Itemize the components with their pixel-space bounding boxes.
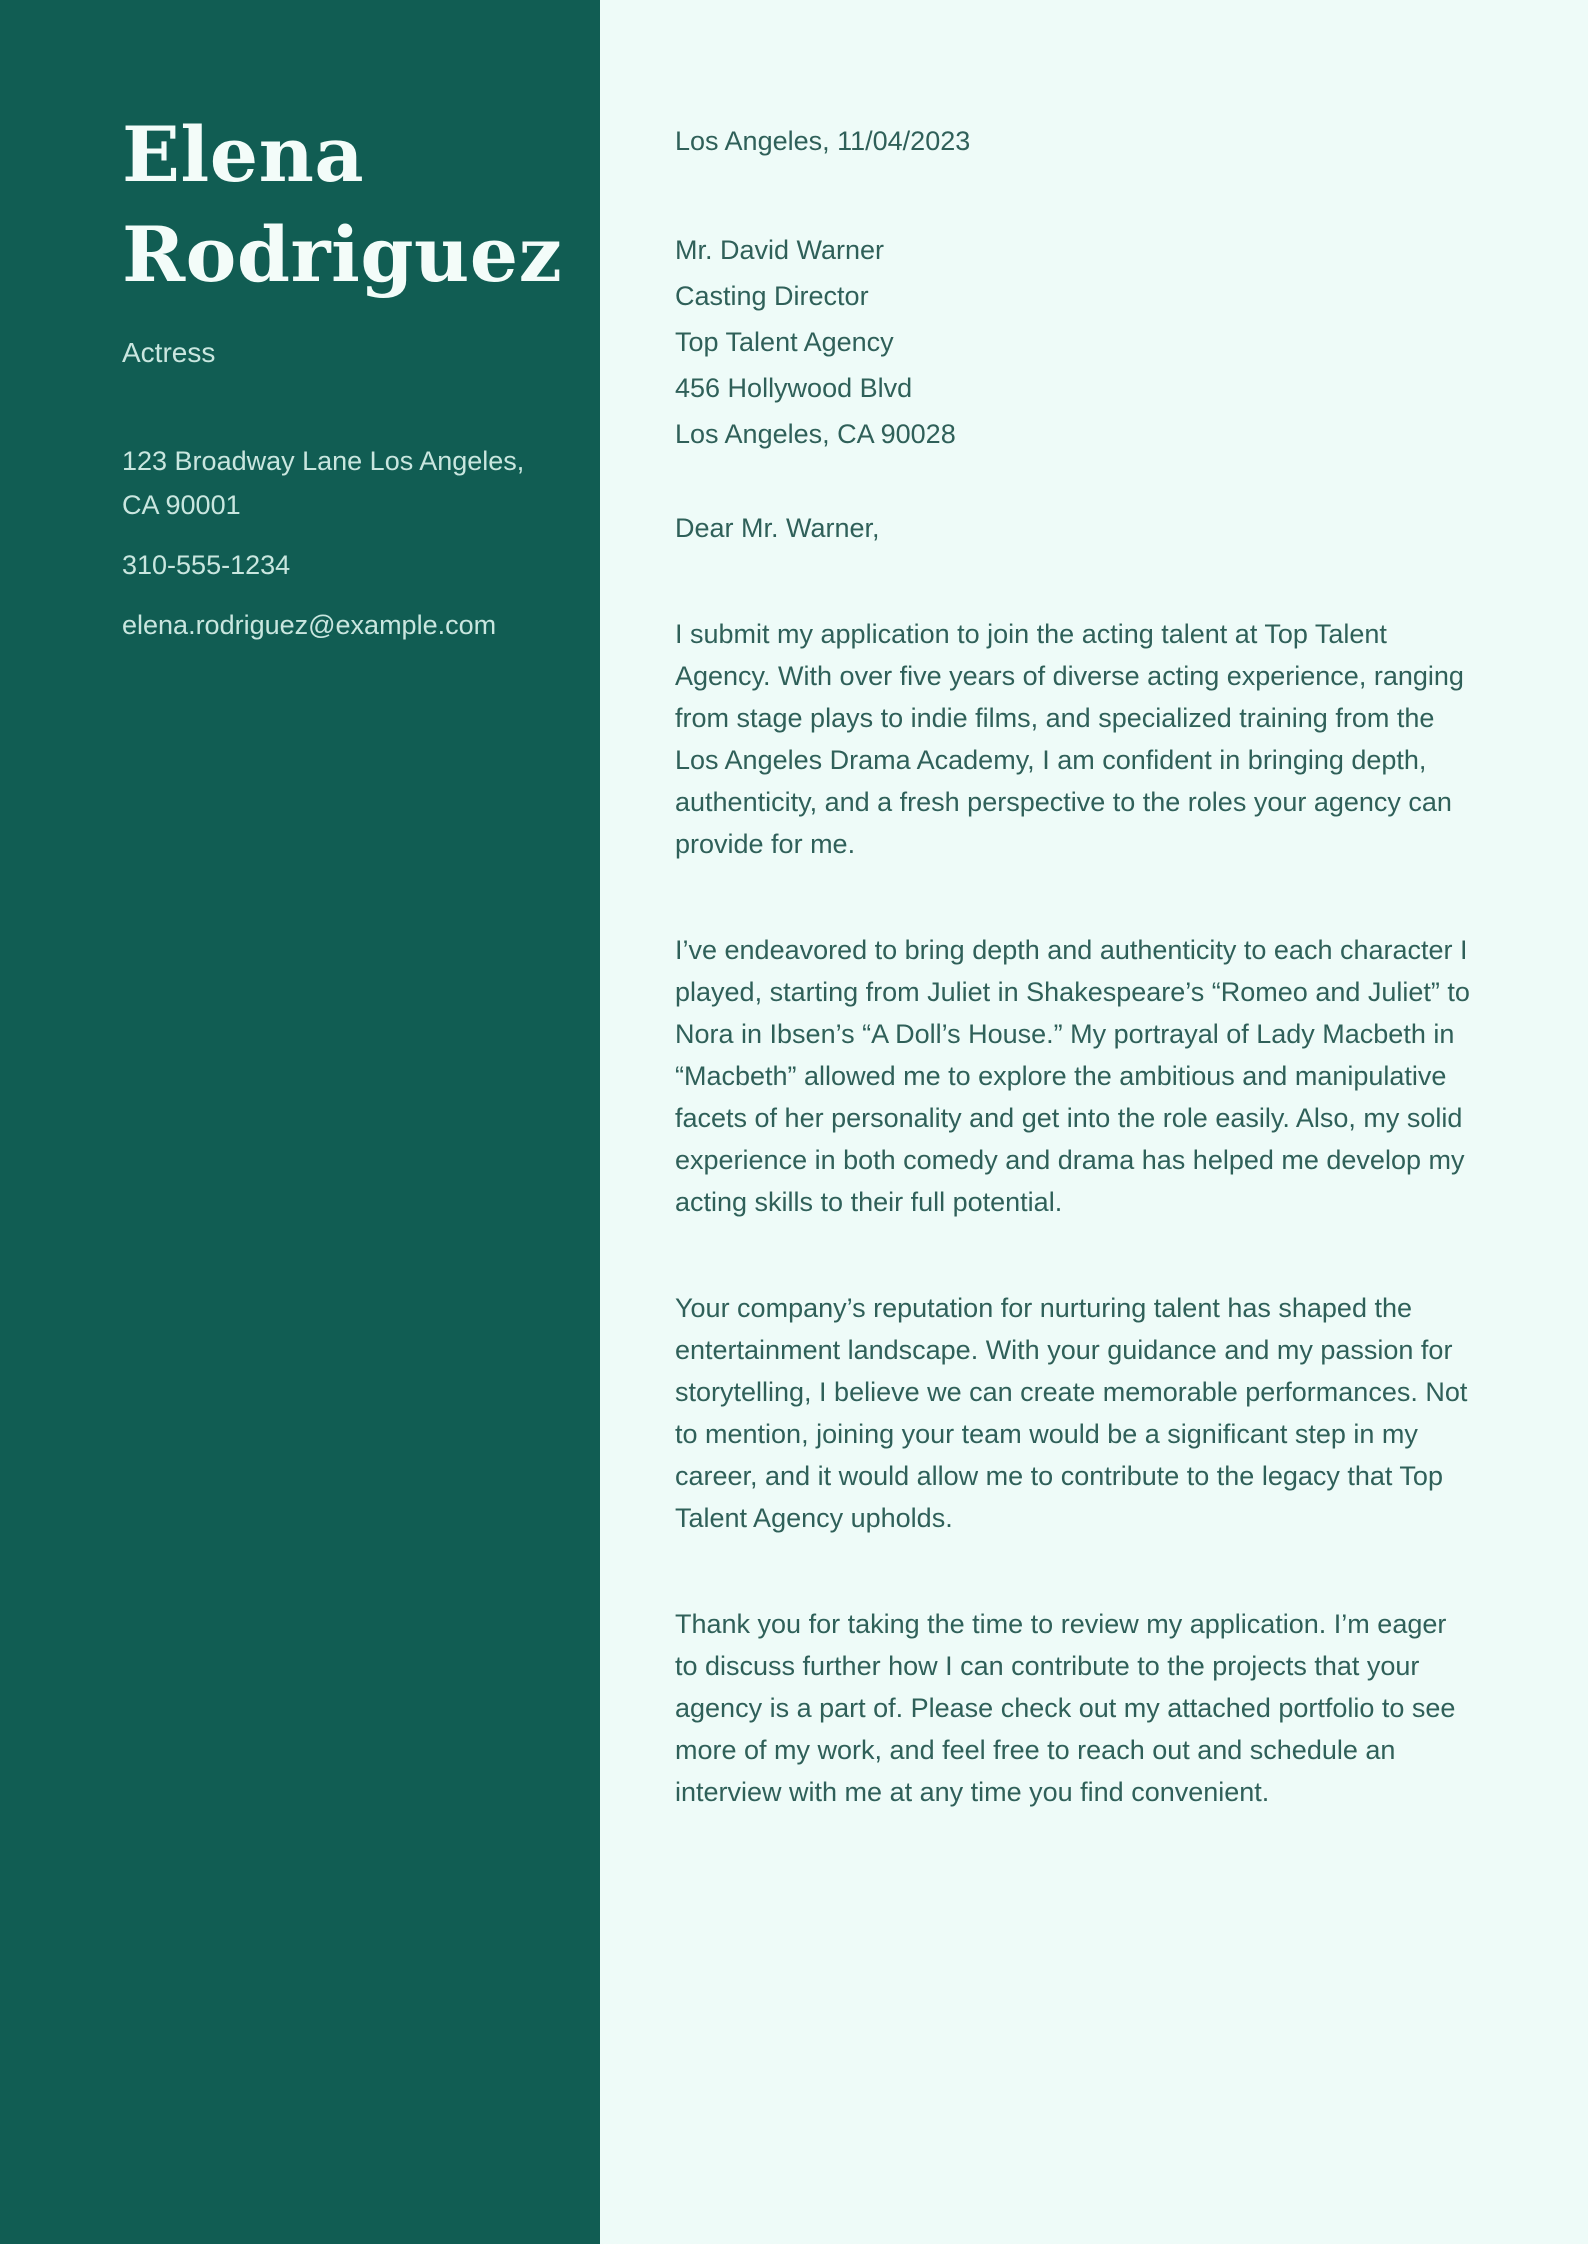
paragraph-1: I submit my application to join the acting talent at Top Talent Agency. With over five years of diverse acting experience, ranging from stage plays to indie films, and specialized training from the Los Angeles Drama Academy, I am confident in bringing depth, authenticity, and a fresh perspective to the roles your agency can provide for me. xyxy=(675,619,1464,859)
recipient-block xyxy=(675,227,1480,457)
address-line-1: 123 Broadway Lane Los Angeles, xyxy=(122,446,525,476)
recipient-company: Top Talent Agency xyxy=(675,327,894,357)
person-name-last: Rodriguez xyxy=(122,210,563,299)
recipient-name: Mr. David Warner xyxy=(675,235,885,265)
letter-body xyxy=(600,0,1480,2244)
recipient-street: 456 Hollywood Blvd xyxy=(675,373,913,403)
person-name xyxy=(122,105,563,305)
recipient-city: Los Angeles, CA 90028 xyxy=(675,419,956,449)
contact-info xyxy=(122,439,540,647)
person-title: Actress xyxy=(122,337,216,368)
phone-number: 310-555-1234 xyxy=(122,550,291,580)
person-name-first: Elena xyxy=(122,110,365,199)
paragraph-3: Your company’s reputation for nurturing talent has shaped the entertainment landscape. With your guidance and my passion for storytelling, I believe we can create memorable performances. Not to mention, joining your team would be a significant step in my career, and it would allow me to contribute to the legacy that Top Talent Agency upholds. xyxy=(675,1293,1468,1533)
salutation: Dear Mr. Warner, xyxy=(675,513,880,543)
paragraph-2: I’ve endeavored to bring depth and authenticity to each character I played, starting from Juliet in Shakespeare’s “Romeo and Juliet” to Nora in Ibsen’s “A Doll’s House.” My portrayal of Lady Macbeth in “Macbeth” allowed me to explore the ambitious and manipulative facets of her personality and get into the role easily. Also, my solid experience in both comedy and drama has helped me develop my acting skills to their full potential. xyxy=(675,935,1470,1217)
address-line-2: CA 90001 xyxy=(122,490,241,520)
letter-date: Los Angeles, 11/04/2023 xyxy=(675,126,971,156)
address xyxy=(122,439,540,527)
paragraph-4: Thank you for taking the time to review my application. I’m eager to discuss further how I can contribute to the projects that your agency is a part of. Please check out my attached portfolio to see more of my work, and feel free to reach out and schedule an interview with me at any time you find convenient. xyxy=(675,1609,1456,1807)
email-address: elena.rodriguez@example.com xyxy=(122,610,497,640)
sidebar xyxy=(0,0,600,2244)
recipient-job-title: Casting Director xyxy=(675,281,869,311)
